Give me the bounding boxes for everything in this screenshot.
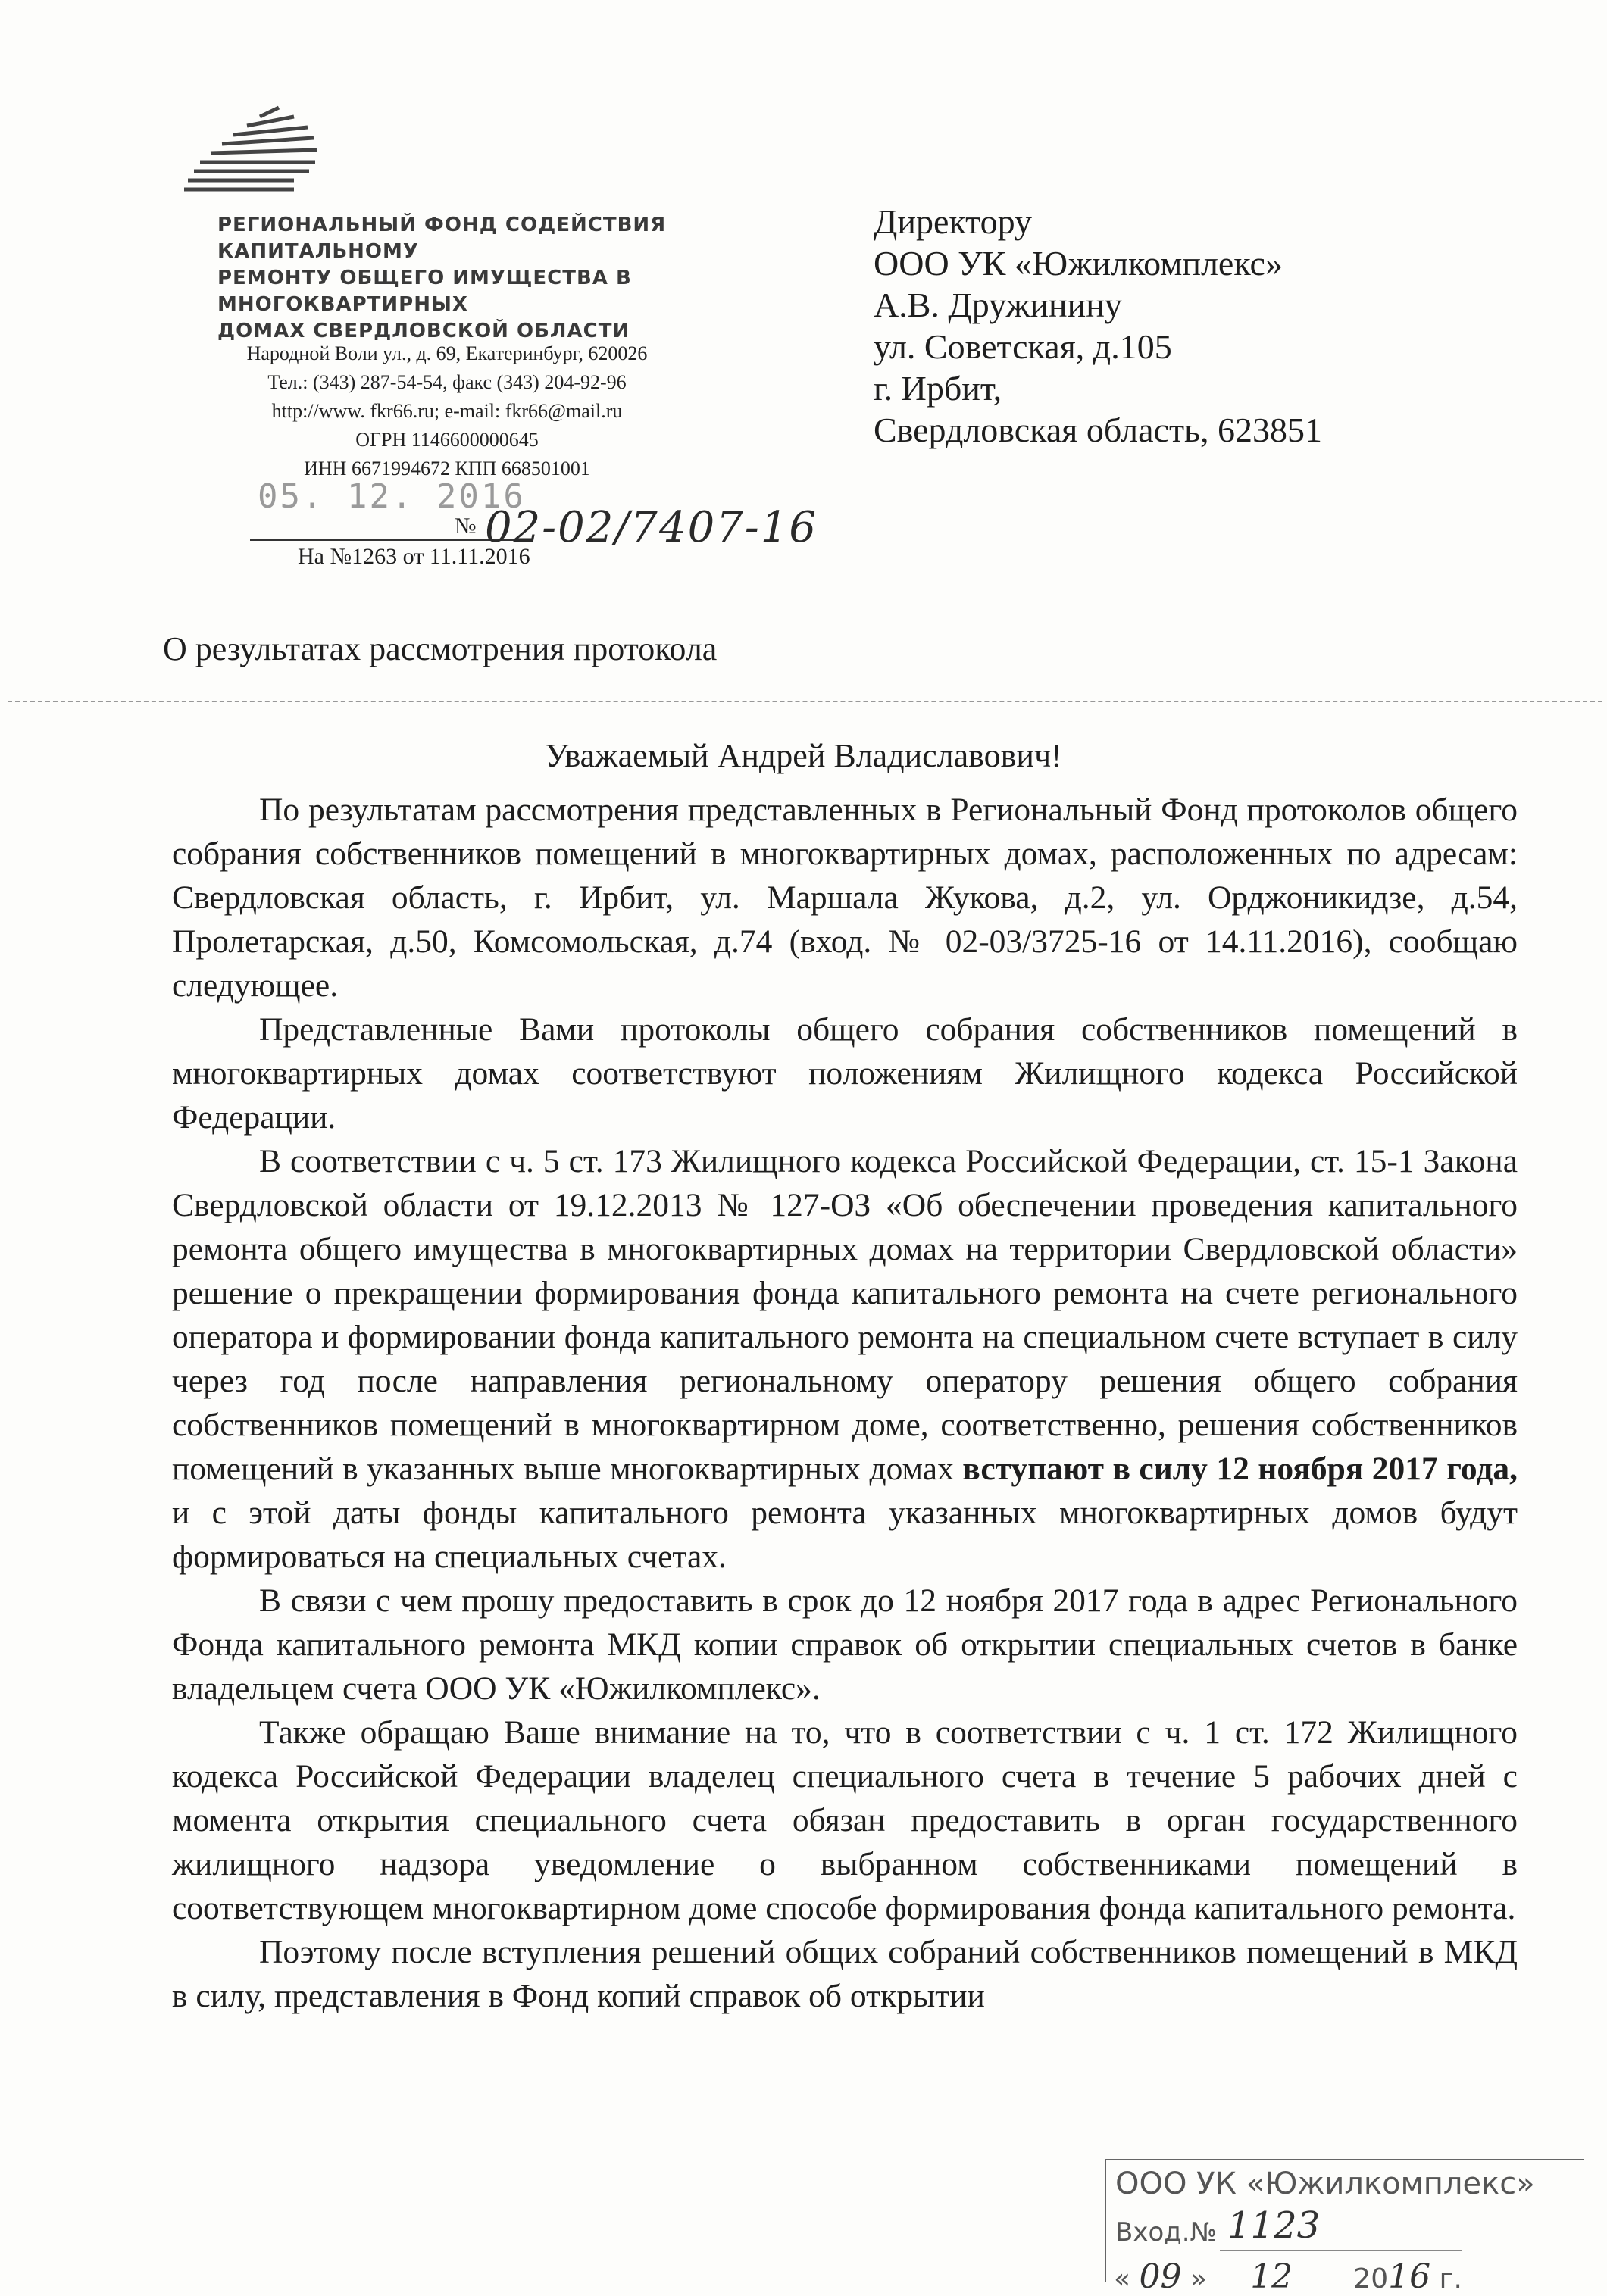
stamp-in-number: 1123 [1227,2204,1321,2247]
org-web-email: http://www. fkr66.ru; e-mail: fkr66@mail.ru [271,400,623,422]
stamp-date: « 09 » 12 2016 г. [1114,2257,1462,2296]
recipient-city: г. Ирбит, [874,369,1002,408]
org-phone: Тел.: (343) 287-54-54, факс (343) 204-92-96 [267,371,627,393]
separator-line [8,701,1602,702]
recipient-block [874,201,1322,451]
recipient-region: Свердловская область, 623851 [874,411,1323,449]
greeting: Уважаемый Андрей Владиславович! [545,737,1062,774]
reg-number: 02-02/7407-16 [485,503,818,552]
recipient-name: А.В. Дружинину [874,286,1122,324]
letter-subject: О результатах рассмотрения протокола [163,630,718,667]
paragraph-3: В соответствии с ч. 5 ст. 173 Жилищного кодекса Российской Федерации, ст. 15-1 Закона Свердловской области от 19.12.2013 № 127-ОЗ «Об обеспечении проведения капитального ремонта общего имущества в многоквартирных домах на территории Свердловской области» решение о прекращении формирования фонда капитального ремонта на счете регионального оператора и формировании фонда капитального ремонта на специальном счете вступает в силу через год после направления региональному оператору решения общего собрания собственников помещений в многоквартирном доме, соответственно, решения собственников помещений в указанных выше многоквартирных домах вступают в силу 12 ноября 2017 года, и с этой даты фонды капитального ремонта указанных многоквартирных домов будут формироваться на специальных счетах. [172,1143,1518,1575]
letter-body [172,788,1518,2018]
stamp-company: ООО УК «Южилкомплекс» [1115,2166,1535,2201]
reply-reference: На №1263 от 11.11.2016 [298,544,530,569]
paragraph-2: Представленные Вами протоколы общего собрания собственников помещений в многоквартирных домах соответствуют положениям Жилищного кодекса Российской Федерации. [172,1011,1518,1136]
paragraph-5: Также обращаю Ваше внимание на то, что в соответствии с ч. 1 ст. 172 Жилищного кодекса Российской Федерации владелец специального счета в течение 5 рабочих дней с момента открытия специального счета обязан предоставить в орган государственного жилищного надзора уведомление о выбранном собственниками помещений в соответствующем многоквартирном доме способе формирования фонда капитального ремонта. [172,1714,1518,1926]
reg-number-label: № [455,514,477,539]
date-underline [250,539,515,541]
stamp-day: 09 [1139,2257,1182,2296]
recipient-street: ул. Советская, д.105 [874,327,1172,366]
stamp-in-label: Вход.№ [1115,2217,1217,2248]
outgoing-date-stamp: 05. 12. 2016 [258,477,526,516]
paragraph-4: В связи с чем прошу предоставить в срок до 12 ноября 2017 года в адрес Регионального Фонда капитального ремонта МКД копии справок об открытии специальных счетов в банке владельцем счета ООО УК «Южилкомплекс». [172,1582,1518,1707]
paragraph-6: Поэтому после вступления решений общих собраний собственников помещений в МКД в силу, представления в Фонд копий справок об открытии [172,1934,1518,2014]
org-ogrn: ОГРН 1146600000645 [355,429,539,451]
incoming-stamp [1105,2159,1584,2296]
stamp-year: 16 [1388,2257,1431,2296]
fund-logo-icon [180,91,324,197]
recipient-position: Директору [874,202,1033,241]
org-inn-kpp: ИНН 6671994672 КПП 668501001 [304,458,590,480]
org-contacts [189,339,705,483]
org-name: РЕГИОНАЛЬНЫЙ ФОНД СОДЕЙСТВИЯ КАПИТАЛЬНОМУ РЕМОНТУ ОБЩЕГО ИМУЩЕСТВА В МНОГОКВАРТИРНЫХ ДОМАХ СВЕРДЛОВСКОЙ ОБЛАСТИ [217,214,667,342]
org-address: Народной Воли ул., д. 69, Екатеринбург, 620026 [246,342,648,364]
stamp-number-underline [1220,2250,1462,2251]
recipient-company: ООО УК «Южилкомплекс» [874,244,1283,283]
paragraph-1: По результатам рассмотрения представленных в Региональный Фонд протоколов общего собрания собственников помещений в многоквартирных домах, расположенных по адресам: Свердловская область, г. Ирбит, ул. Маршала Жукова, д.2, ул. Орджоникидзе, д.54, Пролетарская, д.50, Комсомольская, д.74 (вход. № 02-03/3725-16 от 14.11.2016), сообщаю следующее. [172,792,1518,1004]
effective-date-bold: вступают в силу 12 ноября 2017 года, [962,1451,1518,1487]
stamp-month: 12 [1250,2257,1293,2296]
